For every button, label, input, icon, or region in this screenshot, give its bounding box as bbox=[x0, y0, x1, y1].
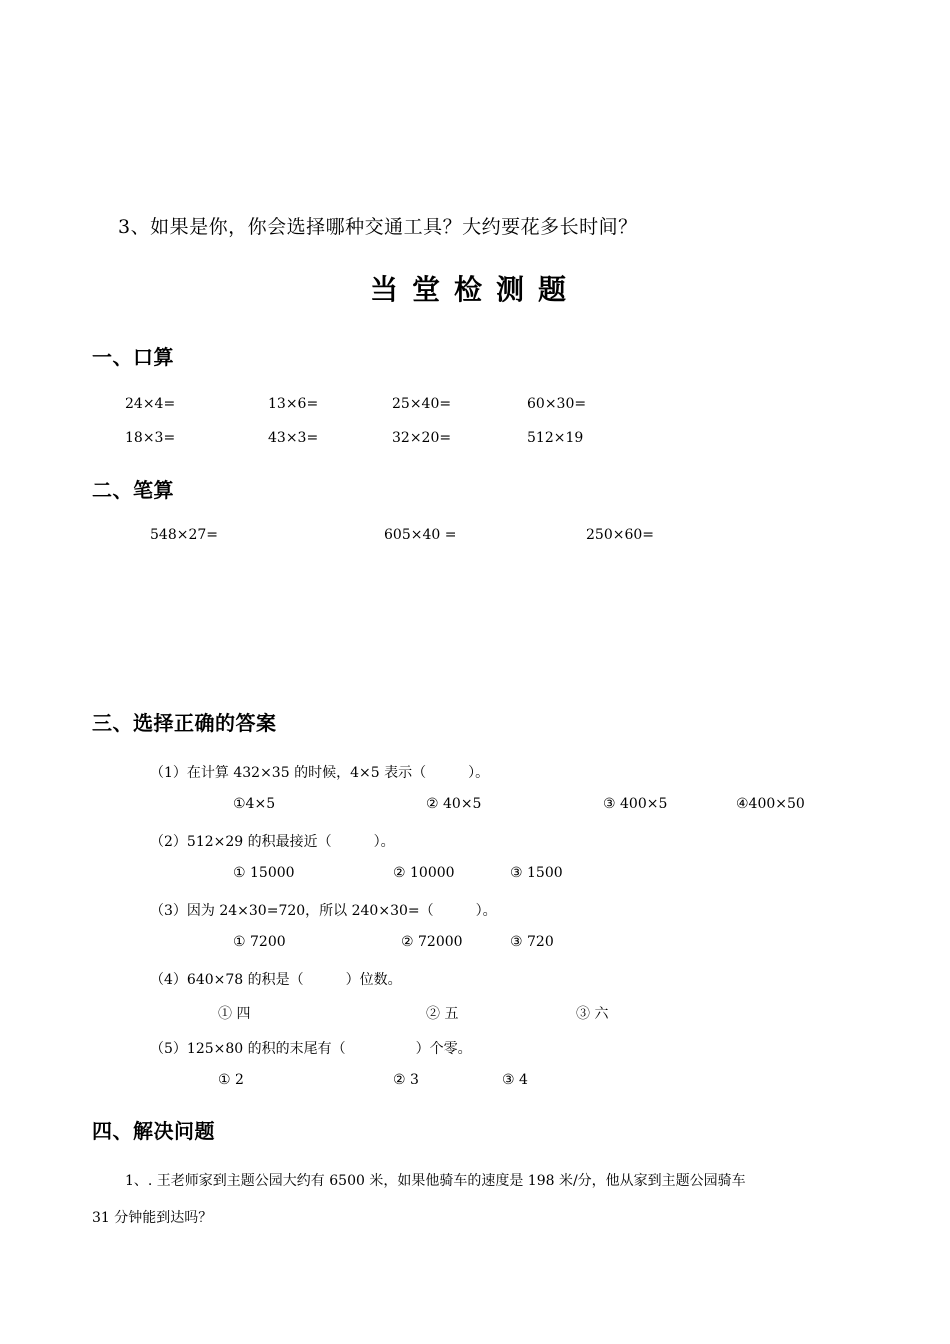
choice-option: ② 40×5 bbox=[426, 796, 482, 812]
oral-item: 512×19 bbox=[527, 430, 584, 446]
choice-option: ① 2 bbox=[218, 1072, 244, 1088]
choice-option: ③ 720 bbox=[510, 934, 554, 950]
choice-option: ④400×50 bbox=[736, 796, 805, 812]
word-problem-line: 31 分钟能到达吗？ bbox=[92, 1210, 213, 1226]
choice-option: ② 10000 bbox=[393, 865, 455, 881]
choice-question: （2）512×29 的积最接近（ ）。 bbox=[150, 834, 395, 850]
choice-question: （4）640×78 的积是（ ）位数。 bbox=[150, 972, 402, 988]
choice-option: ③ 4 bbox=[502, 1072, 528, 1088]
choice-option: ② 3 bbox=[393, 1072, 419, 1088]
choice-option: ③ 400×5 bbox=[603, 796, 668, 812]
choice-option: ③ 六 bbox=[576, 1006, 609, 1022]
choice-option: ② 五 bbox=[426, 1006, 459, 1022]
question-3: 3、如果是你，你会选择哪种交通工具？大约要花多长时间？ bbox=[118, 216, 638, 238]
oral-item: 24×4= bbox=[125, 396, 176, 412]
section-heading-choice: 三、选择正确的答案 bbox=[92, 711, 277, 735]
choice-option: ①4×5 bbox=[233, 796, 276, 812]
oral-item: 25×40= bbox=[392, 396, 452, 412]
oral-item: 43×3= bbox=[268, 430, 319, 446]
oral-item: 13×6= bbox=[268, 396, 319, 412]
choice-question: （5）125×80 的积的末尾有（ ）个零。 bbox=[150, 1041, 472, 1057]
written-item: 548×27= bbox=[150, 527, 218, 543]
choice-option: ② 72000 bbox=[401, 934, 463, 950]
choice-question: （1）在计算 432×35 的时候，4×5 表示（ ）。 bbox=[150, 765, 490, 781]
written-item: 605×40 = bbox=[384, 527, 457, 543]
choice-option: ③ 1500 bbox=[510, 865, 563, 881]
word-problem-line: 1、. 王老师家到主题公园大约有 6500 米，如果他骑车的速度是 198 米/分，他从家到主题公园骑车 bbox=[125, 1173, 746, 1189]
section-heading-oral: 一、口算 bbox=[92, 345, 174, 369]
choice-question: （3）因为 24×30=720，所以 240×30=（ ）。 bbox=[150, 903, 497, 919]
oral-item: 32×20= bbox=[392, 430, 452, 446]
choice-option: ① 四 bbox=[218, 1006, 251, 1022]
page-title: 当堂检测题 bbox=[369, 273, 580, 306]
section-heading-written: 二、笔算 bbox=[92, 478, 174, 502]
choice-option: ① 15000 bbox=[233, 865, 295, 881]
written-item: 250×60= bbox=[586, 527, 654, 543]
oral-item: 18×3= bbox=[125, 430, 176, 446]
section-heading-problems: 四、解决问题 bbox=[92, 1119, 215, 1143]
oral-item: 60×30= bbox=[527, 396, 587, 412]
choice-option: ① 7200 bbox=[233, 934, 286, 950]
